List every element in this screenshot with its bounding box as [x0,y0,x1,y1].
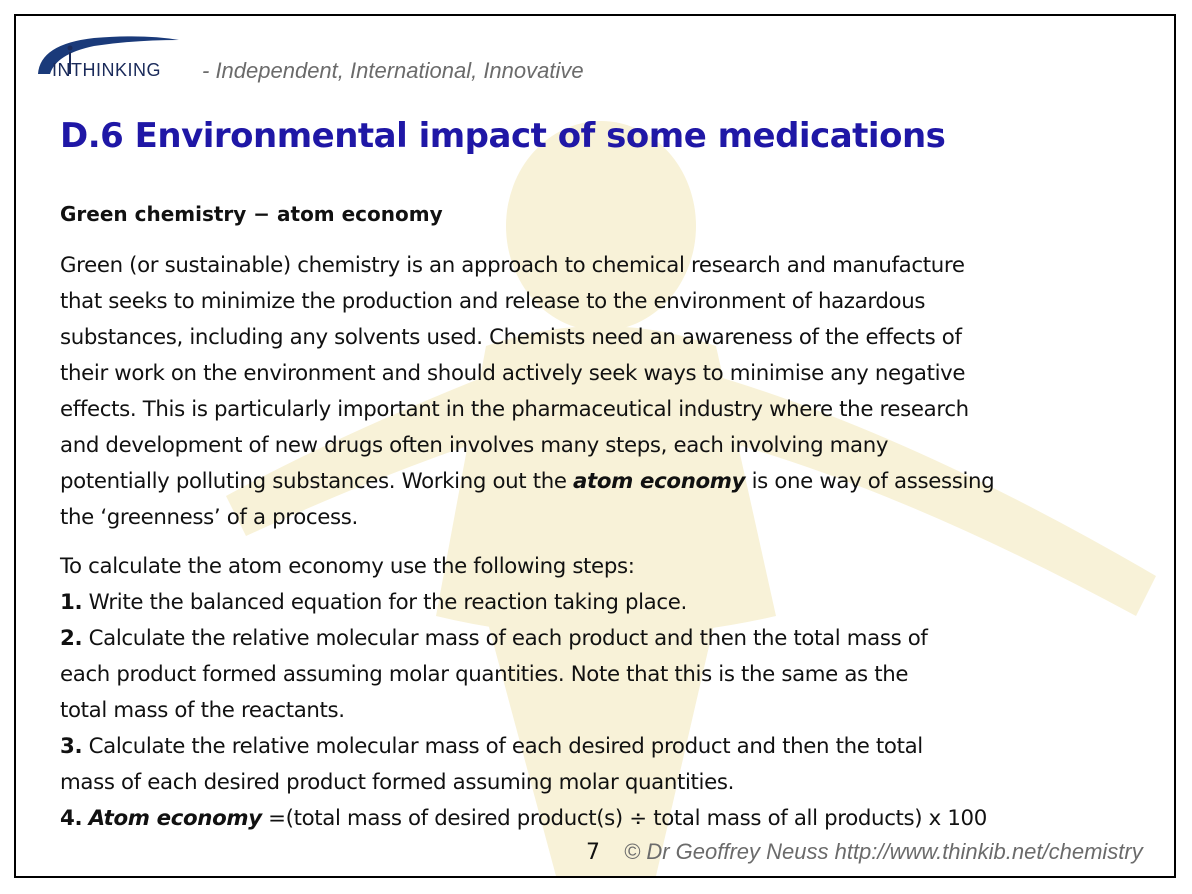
logo-text: INTHINKING [52,60,162,80]
slide [14,14,1176,878]
footer-credit: © Dr Geoffrey Neuss http://www.thinkib.net/chemistry [624,839,1143,864]
intro-line: substances, including any solvents used. Chemists need an awareness of the effects of [60,325,962,350]
intro-text: potentially polluting substances. Working out the [60,469,574,494]
page-title: D.6 Environmental impact of some medications [60,116,946,156]
steps-list [60,549,1150,837]
steps-lead: To calculate the atom economy use the following steps: [60,554,635,579]
step-2-continued: total mass of the reactants. [60,698,345,723]
intro-line: that seeks to minimize the production and release to the environment of hazardous [60,289,926,314]
step-number: 1. [60,590,83,615]
intro-line: Green (or sustainable) chemistry is an approach to chemical research and manufacture [60,253,965,278]
intro-paragraph [60,248,1150,536]
step-2 [60,621,1150,657]
intro-line: the ‘greenness’ of a process. [60,505,358,530]
step-number: 4. [60,806,83,831]
step-number: 3. [60,734,83,759]
step-3 [60,729,1150,765]
step-text: Write the balanced equation for the reaction taking place. [82,590,687,615]
intro-line: and development of new drugs often involves many steps, each involving many [60,433,889,458]
intro-text: is one way of assessing [745,469,995,494]
step-text: Calculate the relative molecular mass of each product and then the total mass of [82,626,928,651]
atom-economy-emphasis: Atom economy [88,806,262,831]
atom-economy-emphasis: atom economy [573,469,746,494]
intro-line: effects. This is particularly important in the pharmaceutical industry where the research [60,397,969,422]
step-number: 2. [60,626,83,651]
page-number: 7 [586,840,600,865]
step-1 [60,585,1150,621]
step-text: =(total mass of desired product(s) ÷ total mass of all products) x 100 [261,806,987,831]
intro-line: their work on the environment and should actively seek ways to minimise any negative [60,361,966,386]
step-2-continued: each product formed assuming molar quantities. Note that this is the same as the [60,662,909,687]
header [34,30,734,83]
step-text: Calculate the relative molecular mass of each desired product and then the total [82,734,923,759]
section-heading: Green chemistry − atom economy [60,202,443,226]
tagline: - Independent, International, Innovative [202,58,584,83]
step-3-continued: mass of each desired product formed assuming molar quantities. [60,770,735,795]
intro-line [60,464,1150,500]
step-4 [60,801,1150,837]
